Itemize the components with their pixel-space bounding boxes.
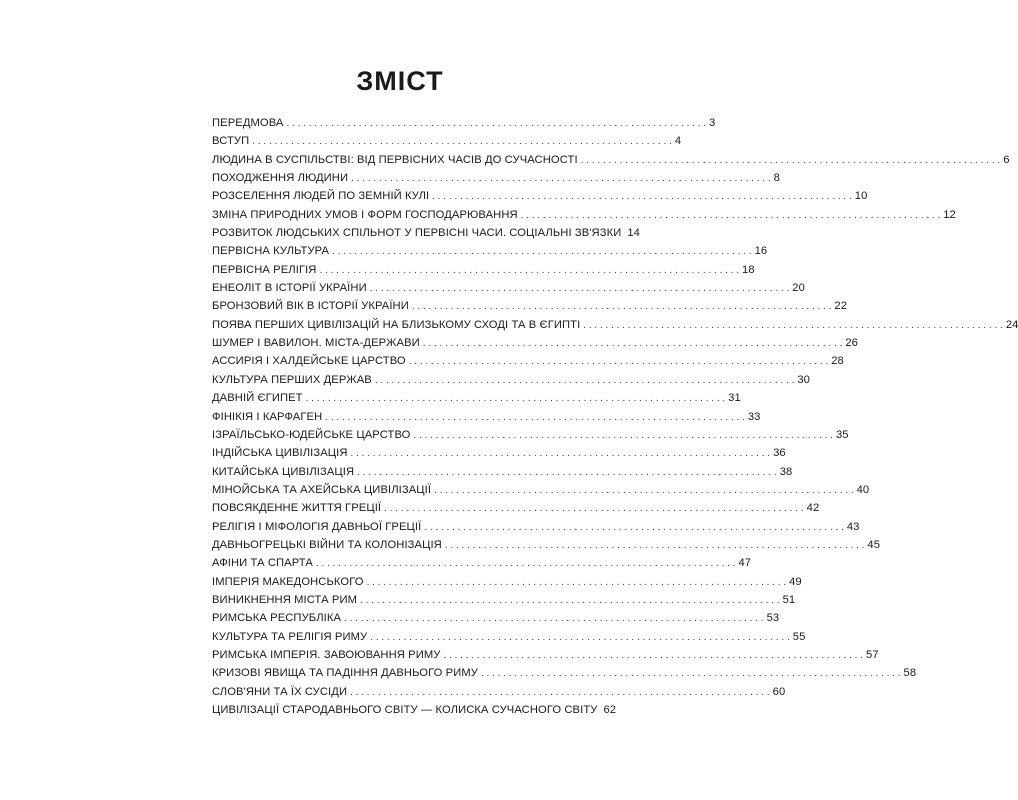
dot-leader [357, 467, 777, 478]
dot-leader [481, 668, 901, 679]
toc-entry-page-number: 53 [766, 612, 780, 625]
toc-entry-title: КРИЗОВІ ЯВИЩА ТА ПАДІННЯ ДАВНЬОГО РИМУ [212, 667, 478, 680]
dot-leader [583, 320, 1003, 331]
toc-entry-title: КУЛЬТУРА ТА РЕЛІГІЯ РИМУ [212, 630, 368, 643]
toc-entry [212, 227, 640, 245]
toc-entry-title: ВСТУП [212, 135, 250, 148]
dot-leader [332, 246, 752, 257]
dot-leader [306, 393, 726, 404]
toc-entry [212, 575, 802, 594]
toc-entry-title: ДАВНЬОГРЕЦЬКІ ВІЙНИ ТА КОЛОНІЗАЦІЯ [212, 538, 442, 551]
dot-leader [351, 448, 771, 459]
dot-leader [316, 558, 736, 569]
toc-entry-title: КИТАЙСЬКА ЦИВІЛІЗАЦІЯ [212, 465, 355, 478]
toc-entry-page-number: 58 [903, 667, 917, 680]
dot-leader [325, 412, 745, 423]
toc-entry-page-number: 10 [854, 190, 868, 203]
toc-entry [212, 520, 860, 539]
toc-entry-page-number: 30 [797, 373, 811, 386]
toc-entry-page-number: 16 [754, 245, 768, 258]
toc-entry [212, 337, 858, 355]
dot-leader [412, 301, 832, 312]
toc-entry-page-number: 51 [782, 593, 796, 606]
toc-entry [212, 318, 1018, 337]
dot-leader [445, 540, 865, 551]
dot-leader [434, 485, 854, 496]
dot-leader [360, 595, 780, 606]
toc-entry-page-number: 24 [1005, 318, 1018, 331]
toc-entry-page-number: 60 [772, 685, 786, 698]
toc-entry-page-number: 4 [674, 135, 682, 148]
toc-entry [212, 648, 879, 667]
toc-entry-page-number: 6 [1003, 153, 1010, 166]
toc-entry-page-number: 26 [845, 337, 858, 350]
table-of-contents [212, 117, 1018, 722]
toc-entry [212, 300, 848, 318]
toc-entry [212, 447, 786, 465]
toc-entry [212, 190, 868, 208]
toc-entry [212, 117, 716, 135]
toc-entry-page-number: 47 [738, 557, 752, 570]
toc-entry-page-number: 12 [943, 208, 956, 221]
toc-entry-page-number: 38 [779, 465, 793, 478]
toc-entry [212, 704, 617, 722]
toc-entry-page-number: 49 [789, 575, 802, 588]
toc-entry-title: РИМСЬКА РЕСПУБЛІКА [212, 612, 342, 625]
toc-entry-page-number: 43 [846, 520, 860, 533]
toc-entry-title: ЦИВІЛІЗАЦІЇ СТАРОДАВНЬОГО СВІТУ — КОЛИСКА СУЧАСНОГО СВІТУ [212, 704, 598, 716]
dot-leader [252, 136, 672, 147]
toc-entry [212, 428, 849, 447]
toc-entry-title: КУЛЬТУРА ПЕРШИХ ДЕРЖАВ [212, 373, 372, 386]
dot-leader [367, 577, 787, 588]
toc-entry-page-number: 45 [867, 538, 881, 551]
toc-entry [212, 208, 956, 227]
toc-entry [212, 373, 811, 392]
dot-leader [423, 338, 843, 349]
toc-entry-page-number: 33 [747, 410, 761, 423]
dot-leader [286, 118, 706, 129]
dot-leader [581, 155, 1001, 166]
toc-entry-page-number: 22 [834, 300, 848, 313]
toc-entry-title: РИМСЬКА ІМПЕРІЯ. ЗАВОЮВАННЯ РИМУ [212, 648, 441, 661]
toc-entry [212, 135, 682, 153]
page-title: ЗМІСТ [356, 66, 444, 96]
dot-leader [443, 650, 863, 661]
toc-entry-page-number: 42 [806, 502, 820, 515]
toc-entry-title: ЕНЕОЛІТ В ІСТОРІЇ УКРАЇНИ [212, 282, 367, 295]
toc-entry-title: СЛОВ'ЯНИ ТА ЇХ СУСІДИ [212, 685, 348, 698]
toc-entry-page-number: 55 [792, 630, 806, 643]
toc-entry-title: АФІНИ ТА СПАРТА [212, 557, 313, 570]
toc-entry-page-number: 35 [835, 428, 849, 441]
toc-entry [212, 667, 917, 685]
dot-leader [370, 283, 790, 294]
toc-entry [212, 483, 870, 502]
toc-entry-page-number: 3 [709, 117, 716, 129]
dot-leader [319, 265, 739, 276]
toc-entry-page-number: 40 [856, 483, 870, 496]
toc-entry [212, 263, 755, 282]
toc-entry-title: ЗМІНА ПРИРОДНИХ УМОВ І ФОРМ ГОСПОДАРЮВАННЯ [212, 208, 518, 221]
toc-entry-page-number: 31 [728, 392, 741, 405]
toc-entry [212, 355, 844, 373]
toc-entry-page-number: 20 [792, 282, 805, 295]
toc-entry-title: ІМПЕРІЯ МАКЕДОНСЬКОГО [212, 575, 364, 588]
toc-entry-page-number: 57 [866, 648, 879, 661]
toc-entry-title: РОЗВИТОК ЛЮДСЬКИХ СПІЛЬНОТ У ПЕРВІСНІ ЧАСИ. СОЦІАЛЬНІ ЗВ'ЯЗКИ [212, 227, 622, 240]
dot-leader [351, 173, 771, 184]
toc-entry-title: МІНОЙСЬКА ТА АХЕЙСЬКА ЦИВІЛІЗАЦІЇ [212, 483, 432, 496]
toc-entry-title: РОЗСЕЛЕННЯ ЛЮДЕЙ ПО ЗЕМНІЙ КУЛІ [212, 190, 430, 203]
toc-entry [212, 502, 820, 520]
toc-entry [212, 685, 786, 704]
toc-entry-title: ПЕРВІСНА КУЛЬТУРА [212, 245, 330, 258]
toc-entry-title: РЕЛІГІЯ І МІФОЛОГІЯ ДАВНЬОЇ ГРЕЦІЇ [212, 520, 422, 533]
dot-leader [344, 613, 764, 624]
dot-leader [370, 632, 790, 643]
toc-entry-page-number: 36 [773, 447, 786, 460]
toc-entry [212, 172, 780, 190]
toc-entry [212, 410, 761, 429]
toc-entry-title: ШУМЕР І ВАВИЛОН. МІСТА-ДЕРЖАВИ [212, 337, 420, 350]
dot-leader [432, 191, 852, 202]
toc-entry [212, 538, 881, 557]
toc-entry [212, 465, 793, 484]
toc-entry-title: АССИРІЯ І ХАЛДЕЙСЬКЕ ЦАРСТВО [212, 355, 406, 368]
toc-entry-title: ПЕРВІСНА РЕЛІГІЯ [212, 263, 317, 276]
dot-leader [375, 375, 795, 386]
dot-leader [384, 503, 804, 514]
toc-entry-title: ЛЮДИНА В СУСПІЛЬСТВІ: ВІД ПЕРВІСНИХ ЧАСІВ ДО СУЧАСНОСТІ [212, 153, 578, 166]
toc-entry [212, 593, 796, 612]
toc-entry-page-number: 8 [773, 172, 780, 185]
toc-entry [212, 630, 806, 649]
toc-entry-page-number: 18 [742, 263, 755, 276]
toc-entry [212, 282, 805, 300]
toc-entry [212, 557, 752, 575]
toc-entry-title: ПОЯВА ПЕРШИХ ЦИВІЛІЗАЦІЙ НА БЛИЗЬКОМУ СХОДІ ТА В ЄГИПТІ [212, 318, 581, 331]
toc-entry-page-number: 28 [831, 355, 844, 368]
toc-entry-title: БРОНЗОВИЙ ВІК В ІСТОРІЇ УКРАЇНИ [212, 300, 409, 313]
toc-entry-title: ФІНІКІЯ І КАРФАГЕН [212, 410, 323, 423]
toc-entry-title: ІЗРАЇЛЬСЬКО-ЮДЕЙСЬКЕ ЦАРСТВО [212, 428, 411, 441]
toc-entry [212, 245, 768, 263]
dot-leader [413, 430, 833, 441]
toc-entry-title: ВИНИКНЕННЯ МІСТА РИМ [212, 593, 358, 606]
toc-entry-title: ПОХОДЖЕННЯ ЛЮДИНИ [212, 172, 349, 185]
toc-entry-page-number: 14 [627, 227, 640, 240]
toc-entry [212, 612, 780, 630]
dot-leader [521, 210, 941, 221]
toc-entry-title: ПЕРЕДМОВА [212, 117, 284, 129]
toc-entry-title: ДАВНІЙ ЄГИПЕТ [212, 392, 303, 405]
toc-entry [212, 392, 741, 410]
toc-entry-page-number: 62 [603, 704, 617, 716]
dot-leader [409, 356, 829, 367]
toc-entry-title: ПОВСЯКДЕННЕ ЖИТТЯ ГРЕЦІЇ [212, 502, 382, 515]
toc-entry [212, 153, 1010, 172]
dot-leader [424, 522, 844, 533]
dot-leader [350, 687, 770, 698]
toc-entry-title: ІНДІЙСЬКА ЦИВІЛІЗАЦІЯ [212, 447, 348, 460]
